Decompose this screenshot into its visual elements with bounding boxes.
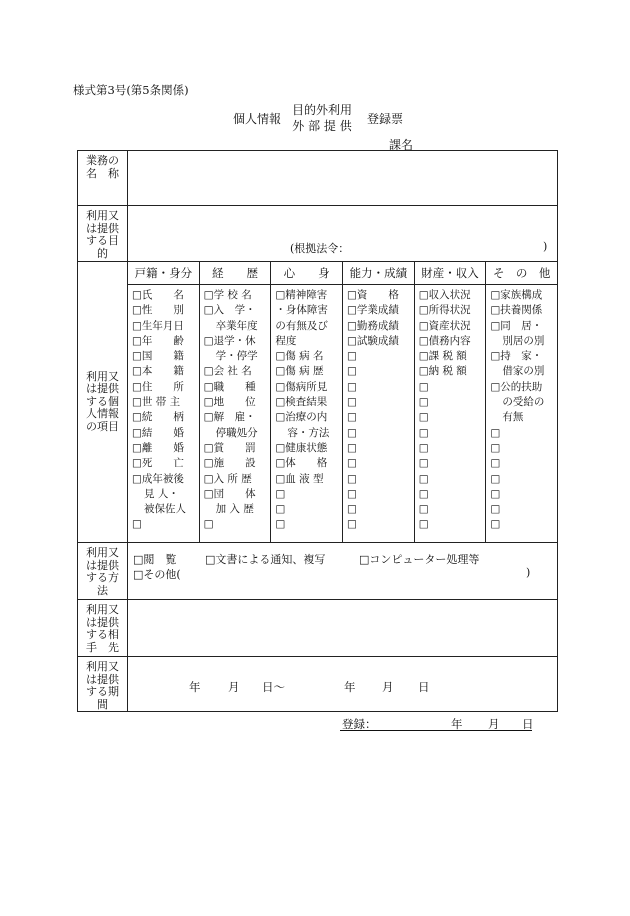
checkbox-item[interactable]: □氏 名: [132, 289, 184, 301]
checkbox-item[interactable]: □: [347, 457, 357, 470]
checkbox-item[interactable]: □体 格: [275, 457, 328, 470]
checkbox-item[interactable]: □資産状況: [418, 319, 471, 332]
checkbox-item[interactable]: □: [418, 426, 429, 439]
checkbox-item[interactable]: □: [418, 411, 429, 424]
business-name-label: 業務の 名 称: [78, 151, 128, 206]
checkbox-item[interactable]: □傷 病 名: [275, 350, 324, 363]
checkbox-item[interactable]: □: [418, 396, 429, 409]
checkbox-item[interactable]: □: [418, 518, 429, 531]
checkbox-item: 見 人・: [144, 487, 179, 500]
counterpart-field[interactable]: [128, 600, 558, 657]
category-header: 戸籍・身分: [128, 262, 199, 285]
category-column: [199, 262, 271, 542]
checkbox-item[interactable]: □国 籍: [132, 350, 184, 363]
purpose-field[interactable]: [128, 206, 558, 262]
checkbox-item[interactable]: □賞 罰: [203, 441, 256, 454]
checkbox-item[interactable]: □納 税 額: [418, 365, 467, 378]
checkbox-item[interactable]: □検査結果: [275, 396, 328, 409]
title-usage-type: [292, 102, 352, 134]
checkbox-item[interactable]: □団 体: [203, 487, 256, 500]
registered-day: 日: [522, 717, 534, 731]
checkbox-item[interactable]: □家族構成: [490, 289, 543, 301]
checkbox-item[interactable]: □: [490, 457, 501, 470]
category-items: [271, 285, 342, 533]
checkbox-item[interactable]: □: [275, 503, 286, 516]
items-categories: [128, 262, 558, 543]
period-field[interactable]: [128, 657, 558, 712]
checkbox-item: 有無: [502, 411, 524, 424]
checkbox-item[interactable]: □年 齢: [132, 334, 184, 347]
period-end-month: 月: [382, 680, 394, 694]
method-view[interactable]: □閲 覧: [133, 553, 177, 566]
period-start-year: 年: [189, 680, 201, 694]
checkbox-item[interactable]: □: [347, 487, 357, 500]
category-column: [342, 262, 414, 542]
purpose-label: 利用又 は提供 する目 的: [78, 206, 128, 262]
checkbox-item[interactable]: □: [418, 472, 429, 485]
checkbox-item[interactable]: □: [490, 441, 501, 454]
checkbox-item[interactable]: □: [418, 380, 429, 393]
category-column: [414, 262, 486, 542]
checkbox-item[interactable]: □所得状況: [418, 304, 471, 317]
checkbox-item[interactable]: □学 校 名: [203, 289, 252, 301]
checkbox-item[interactable]: □持 家・: [490, 350, 543, 363]
checkbox-item[interactable]: □結 婚: [132, 426, 184, 439]
checkbox-item: 学・停学: [215, 350, 258, 363]
period-end-day: 日: [418, 680, 430, 694]
checkbox-item[interactable]: □債務内容: [418, 334, 471, 347]
checkbox-item[interactable]: □: [347, 426, 357, 439]
checkbox-item[interactable]: □血 液 型: [275, 472, 324, 485]
checkbox-item[interactable]: □精神障害: [275, 289, 328, 301]
period-start-month: 月: [228, 680, 240, 694]
checkbox-item[interactable]: □: [347, 441, 357, 454]
checkbox-item[interactable]: □: [347, 503, 357, 516]
checkbox-item: 借家の別: [502, 365, 545, 378]
registered-underline: [340, 730, 532, 731]
checkbox-item[interactable]: □勤務成績: [347, 319, 399, 332]
checkbox-item[interactable]: □: [275, 487, 286, 500]
category-header: 能力・成績: [343, 262, 414, 285]
checkbox-item[interactable]: □: [275, 518, 286, 531]
checkbox-item: 卒業年度: [215, 319, 258, 332]
basis-law-label: (根拠法令：: [290, 242, 350, 255]
title-usage-line2: 外 部 提 供: [292, 119, 352, 133]
period-end-year: 年: [344, 680, 356, 694]
method-other[interactable]: □その他(: [133, 568, 181, 581]
checkbox-item[interactable]: □: [203, 518, 214, 531]
category-column: [270, 262, 342, 542]
category-header: 財産・収入: [415, 262, 486, 285]
title-registration-sheet: 登録票: [367, 112, 404, 126]
registered-label: 登録：: [342, 717, 377, 731]
checkbox-item[interactable]: □扶養関係: [490, 304, 543, 317]
checkbox-item[interactable]: □健康状態: [275, 441, 328, 454]
checkbox-item[interactable]: □: [490, 472, 501, 485]
method-computer[interactable]: □コンピューター処理等: [359, 553, 480, 566]
method-other-close: ): [526, 566, 531, 579]
title-usage-line1: 目的外利用: [292, 103, 353, 117]
section-name-label: 課名: [389, 138, 414, 152]
checkbox-item[interactable]: □生年月日: [132, 319, 184, 332]
method-label: 利用又 は提供 する方 法: [78, 543, 128, 600]
checkbox-item: 容・方法: [287, 426, 330, 439]
checkbox-item[interactable]: □成年被後: [132, 472, 184, 485]
registered-year: 年: [451, 717, 463, 731]
checkbox-item[interactable]: □解 雇・: [203, 411, 256, 424]
checkbox-item[interactable]: □: [418, 503, 429, 516]
items-label: 利用又 は提供 する個 人情報 の項目: [78, 262, 128, 543]
checkbox-item[interactable]: □: [418, 457, 429, 470]
period-label: 利用又 は提供 する期 間: [78, 657, 128, 712]
title-personal-info: 個人情報: [233, 112, 282, 126]
category-header: そ の 他: [486, 262, 557, 285]
checkbox-item[interactable]: □: [347, 411, 357, 424]
checkbox-item: 別居の別: [502, 334, 545, 347]
checkbox-item: 被保佐人: [144, 503, 186, 516]
checkbox-item: の受給の: [502, 396, 545, 409]
checkbox-item[interactable]: □試験成績: [347, 334, 399, 347]
method-field: [128, 543, 558, 600]
checkbox-item[interactable]: □死 亡: [132, 457, 184, 470]
checkbox-item[interactable]: □性 別: [132, 304, 184, 317]
checkbox-item[interactable]: □公的扶助: [490, 380, 543, 393]
checkbox-item[interactable]: □傷病所見: [275, 380, 328, 393]
category-column: [128, 262, 199, 542]
checkbox-item[interactable]: □: [347, 365, 357, 378]
checkbox-item[interactable]: □職 種: [203, 380, 256, 393]
checkbox-item[interactable]: □会 社 名: [203, 365, 252, 378]
checkbox-item: の有無及び: [275, 319, 328, 332]
checkbox-item[interactable]: □資 格: [347, 289, 399, 301]
category-items: [128, 285, 199, 533]
checkbox-item[interactable]: □入 学・: [203, 304, 256, 317]
checkbox-item: 停職処分: [215, 426, 258, 439]
registration-table: [77, 150, 558, 712]
category-header: 心 身: [271, 262, 342, 285]
checkbox-item[interactable]: □: [347, 350, 357, 363]
category-header: 経 歴: [200, 262, 271, 285]
checkbox-item[interactable]: □住 所: [132, 380, 184, 393]
checkbox-item: 程度: [275, 334, 297, 347]
checkbox-item[interactable]: □課 税 額: [418, 350, 467, 363]
category-items: [415, 285, 486, 533]
checkbox-item[interactable]: □: [490, 487, 501, 500]
checkbox-item[interactable]: □: [347, 396, 357, 409]
checkbox-item[interactable]: □収入状況: [418, 289, 471, 301]
checkbox-item[interactable]: □治療の内: [275, 411, 328, 424]
checkbox-item[interactable]: □学業成績: [347, 304, 399, 317]
basis-law-close: ): [543, 240, 548, 253]
checkbox-item[interactable]: □: [132, 518, 142, 531]
checkbox-item[interactable]: □退学・休: [203, 334, 256, 347]
checkbox-item[interactable]: □: [418, 487, 429, 500]
method-document[interactable]: □文書による通知、複写: [205, 553, 326, 566]
category-items: [343, 285, 414, 533]
period-start-day: 日〜: [262, 680, 285, 694]
checkbox-item[interactable]: □: [490, 518, 501, 531]
category-items: [486, 285, 557, 533]
checkbox-item[interactable]: □傷 病 歴: [275, 365, 324, 378]
category-column: [485, 262, 557, 542]
checkbox-item[interactable]: □同 居・: [490, 319, 543, 332]
checkbox-item[interactable]: □: [490, 426, 501, 439]
checkbox-item[interactable]: □: [490, 503, 501, 516]
checkbox-item: ・身体障害: [275, 304, 328, 317]
checkbox-item[interactable]: □離 婚: [132, 441, 184, 454]
checkbox-item[interactable]: □入 所 歴: [203, 472, 252, 485]
checkbox-item[interactable]: □本 籍: [132, 365, 184, 378]
checkbox-item[interactable]: □地 位: [203, 396, 256, 409]
checkbox-item[interactable]: □施 設: [203, 457, 256, 470]
counterpart-label: 利用又 は提供 する相 手 先: [78, 600, 128, 657]
checkbox-item[interactable]: □: [347, 380, 357, 393]
checkbox-item[interactable]: □: [347, 472, 357, 485]
checkbox-item[interactable]: □: [347, 518, 357, 531]
checkbox-item: 加 入 歴: [215, 503, 254, 516]
category-items: [200, 285, 271, 533]
checkbox-item[interactable]: □続 柄: [132, 411, 184, 424]
checkbox-item[interactable]: □世 帯 主: [132, 396, 181, 409]
form-number: 様式第3号(第5条関係): [73, 83, 189, 97]
registered-month: 月: [488, 717, 500, 731]
checkbox-item[interactable]: □: [418, 441, 429, 454]
business-name-field[interactable]: [128, 151, 558, 206]
